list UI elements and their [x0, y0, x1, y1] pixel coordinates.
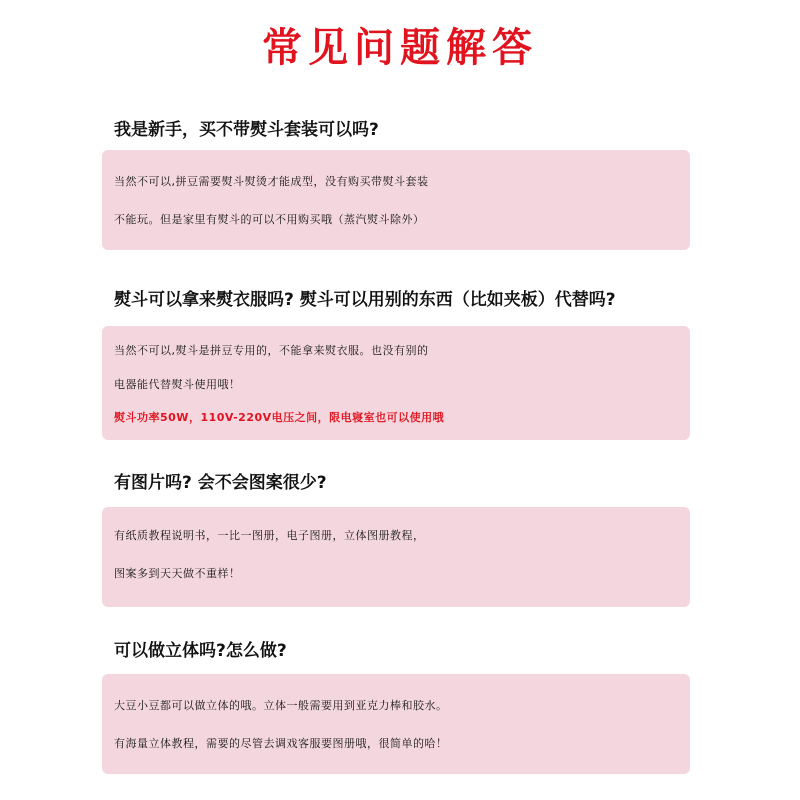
faq-answer-2-line-2: 电器能代替熨斗使用哦！ [114, 378, 241, 391]
faq-answer-box-2 [102, 326, 690, 440]
faq-question-4: 可以做立体吗?怎么做? [114, 641, 287, 661]
faq-answer-3-line-1: 有纸质教程说明书，一比一图册，电子图册，立体图册教程， [114, 529, 425, 542]
faq-answer-3-line-2: 图案多到天天做不重样！ [114, 567, 241, 580]
faq-answer-box-4 [102, 674, 690, 774]
faq-answer-1-line-1: 当然不可以,拼豆需要熨斗熨烫才能成型，没有购买带熨斗套装 [114, 175, 429, 188]
faq-answer-2-line-1: 当然不可以,熨斗是拼豆专用的，不能拿来熨衣服。也没有别的 [114, 344, 429, 357]
faq-answer-4-line-2: 有海量立体教程，需要的尽管去调戏客服要图册哦，很简单的哈！ [114, 737, 448, 750]
faq-question-2: 熨斗可以拿来熨衣服吗? 熨斗可以用别的东西（比如夹板）代替吗? [114, 290, 616, 310]
page-title: 常见问题解答 [262, 25, 538, 71]
faq-answer-1-line-2: 不能玩。但是家里有熨斗的可以不用购买哦（蒸汽熨斗除外） [114, 213, 425, 226]
faq-question-1: 我是新手，买不带熨斗套装可以吗? [114, 120, 379, 140]
faq-answer-box-1 [102, 150, 690, 250]
faq-question-3: 有图片吗? 会不会图案很少? [114, 473, 327, 493]
faq-answer-box-3 [102, 507, 690, 607]
faq-answer-2-highlight: 熨斗功率50W，110V-220V电压之间，限电寝室也可以使用哦 [114, 411, 445, 424]
faq-answer-4-line-1: 大豆小豆都可以做立体的哦。立体一般需要用到亚克力棒和胶水。 [114, 699, 448, 712]
